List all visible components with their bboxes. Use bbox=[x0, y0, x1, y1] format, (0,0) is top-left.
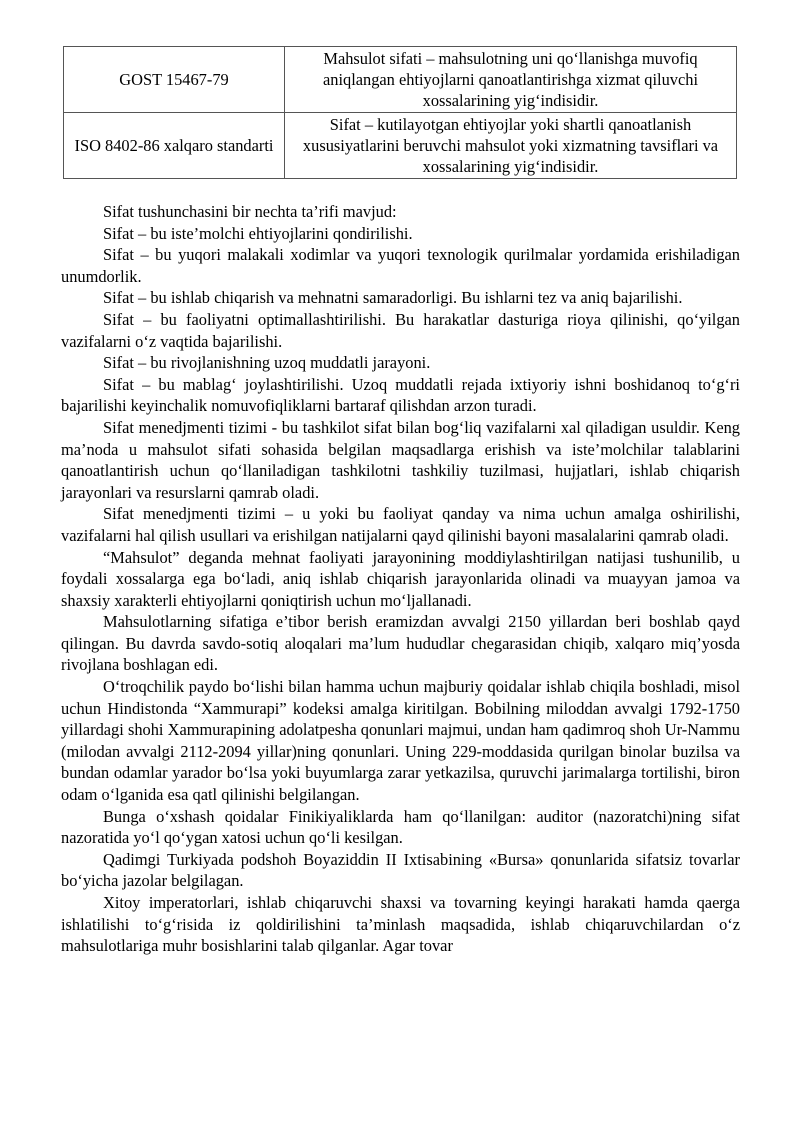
paragraph: Sifat menedjmenti tizimi - bu tashkilot sifat bilan bog‘liq vazifalarni xal qiladigan usuldir. Keng ma’noda u mahsulot sifati sohasida belgilan maqsadlarga erishish va iste’molchilar talablarini qanoatlantirish uchun qo‘llaniladigan tashkilotni tashkiliy tuzilmasi, hujjatlari, ishlab chiqarish jarayonlari va resurslarni qamrab oladi. bbox=[61, 417, 740, 502]
paragraph: “Mahsulot” deganda mehnat faoliyati jarayonining moddiylashtirilgan natijasi tushunilib, u foydali xossalarga ega bo‘ladi, aniq ishlab chiqarish jarayonlarida olinadi va muayyan jamoa va shaxsiy xarakterli ehtiyojlarni qoniqtirish uchun mo‘ljallanadi. bbox=[61, 547, 740, 610]
table-row bbox=[64, 113, 737, 179]
body-text bbox=[61, 201, 740, 957]
paragraph: Sifat tushunchasini bir nechta ta’rifi mavjud: bbox=[103, 202, 397, 221]
definition-cell: Sifat – kutilayotgan ehtiyojlar yoki shartli qanoatlanish xususiyatlarini beruvchi mahsulot yoki xizmatning tavsiflari va xossalarining yig‘indisidir. bbox=[285, 113, 737, 179]
document-page bbox=[61, 46, 740, 957]
paragraph: Sifat – bu iste’molchi ehtiyojlarini qondirilishi. bbox=[103, 223, 413, 243]
standard-cell: ISO 8402-86 xalqaro standarti bbox=[64, 113, 285, 179]
paragraph: Sifat – bu ishlab chiqarish va mehnatni samaradorligi. Bu ishlarni tez va aniq bajarilishi. bbox=[103, 288, 683, 308]
table-row bbox=[64, 47, 737, 113]
paragraph: Qadimgi Turkiyada podshoh Boyaziddin II Ixtisabining «Bursa» qonunlarida sifatsiz tovarlar bo‘yicha jazolar belgilagan. bbox=[61, 849, 740, 891]
paragraph: Sifat – bu yuqori malakali xodimlar va yuqori texnologik qurilmalar yordamida erishiladigan unumdorlik. bbox=[61, 245, 740, 286]
standard-cell: GOST 15467-79 bbox=[64, 47, 285, 113]
definition-cell: Mahsulot sifati – mahsulotning uni qo‘llanishga muvofiq aniqlangan ehtiyojlarni qanoatlantirishga xizmat qiluvchi xossalarining yig‘indisidir. bbox=[285, 47, 737, 113]
paragraph: Sifat – bu faoliyatni optimallashtirilishi. Bu harakatlar dasturiga rioya qilinishi, qo‘yilgan vazifalarni o‘z vaqtida bajarilishi. bbox=[61, 309, 740, 351]
definitions-table bbox=[63, 46, 737, 179]
paragraph: Sifat menedjmenti tizimi – u yoki bu faoliyat qanday va nima uchun amalga oshirilishi, vazifalarni hal qilish usullari va erishilgan natijalarni qayd qilinishi bayoni masalalarini qamrab oladi. bbox=[61, 504, 740, 545]
paragraph: Sifat – bu rivojlanishning uzoq muddatli jarayoni. bbox=[103, 353, 431, 373]
paragraph: Xitoy imperatorlari, ishlab chiqaruvchi shaxsi va tovarning keyingi harakati hamda qaerga ishlatilishi to‘g‘risida iz qoldirilishini ta’minlash maqsadida, ishlab chiqaruvchilardan o‘z mahsulotlariga muhr bosishlarini talab qilganlar. Agar tovar bbox=[61, 893, 740, 956]
paragraph: Bunga o‘xshash qoidalar Finikiyaliklarda ham qo‘llanilgan: auditor (nazoratchi)ning sifat nazoratida yo‘l qo‘ygan xatosi uchun qo‘li kesilgan. bbox=[61, 806, 740, 848]
paragraph: Mahsulotlarning sifatiga e’tibor berish eramizdan avvalgi 2150 yillardan beri boshlab qayd qilingan. Bu davrda savdo-sotiq aloqalari ma’lum hududlar chegarasidan chiqib, xalqaro miq’yosda rivojlana boshlagan edi. bbox=[61, 612, 740, 675]
paragraph: Sifat – bu mablag‘ joylashtirilishi. Uzoq muddatli rejada ixtiyoriy ishni boshidanoq to‘g‘ri bajarilishi keyinchalik nomuvofiqliklarni bartaraf qilishdan arzon turadi. bbox=[61, 374, 740, 416]
paragraph: O‘troqchilik paydo bo‘lishi bilan hamma uchun majburiy qoidalar ishlab chiqila boshladi, misol uchun Hindistonda “Xammurapi” kodeksi amalga kiritilgan. Bobilning miloddan avvalgi 1792-1750 yillardagi shohi Xammurapining adolatpesha qonunlari majmui, undan ham qadimroq shoh Ur-Nammu (milodan avvalgi 2112-2094 yillar)ning qonunlari. Uning 229-moddasida qurilgan binolar buzilsa va bundan odamlar yarador bo‘lsa yoki buyumlarga zarar yetkazilsa, quruvchi jarimalarga tortilishi, biron odam o‘lganida esa qatl qilinishi belgilangan. bbox=[61, 677, 740, 805]
